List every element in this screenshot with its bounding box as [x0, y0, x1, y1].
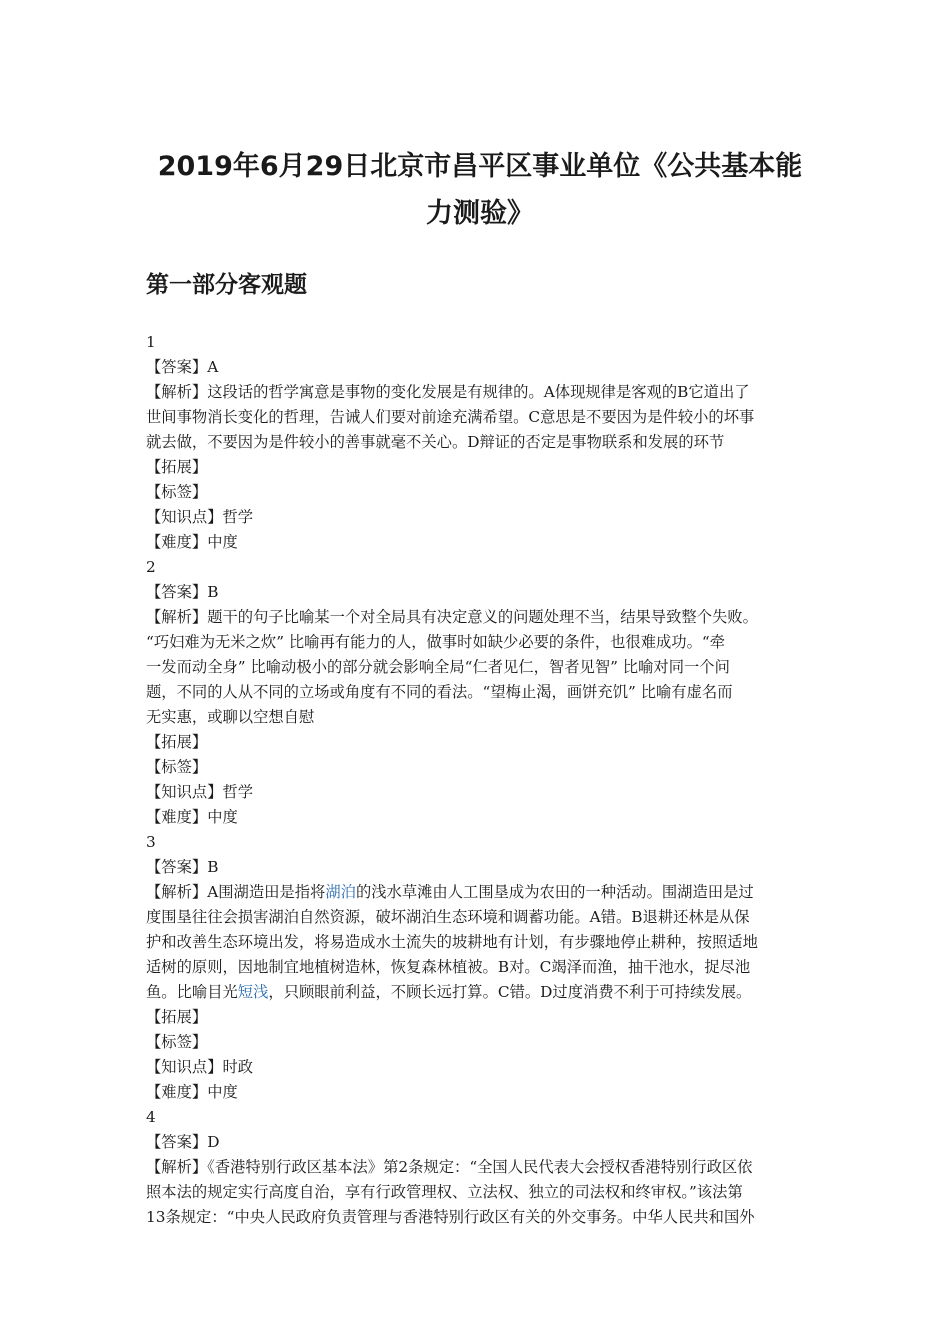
analysis-line: 题，不同的人从不同的立场或角度有不同的看法。“望梅止渴，画饼充饥” 比喻有虚名而	[146, 683, 733, 701]
analysis-text: ，只顾眼前利益，不顾长远打算。C错。D过度消费不利于可持续发展。	[268, 983, 752, 1001]
analysis-line: 适树的原则，因地制宜地植树造林，恢复森林植被。B对。C竭泽而渔，抽干池水，捉尽池	[146, 958, 751, 976]
analysis-line: “巧妇难为无米之炊” 比喻再有能力的人，做事时如缺少必要的条件，也很难成功。“牵	[146, 633, 726, 651]
analysis-line: 护和改善生态环境出发，将易造成水土流失的坡耕地有计划，有步骤地停止耕种，按照适地	[146, 933, 758, 951]
knowledge-line: 【知识点】哲学	[146, 508, 254, 526]
extension-line: 【拓展】	[146, 458, 208, 476]
knowledge-line: 【知识点】时政	[146, 1058, 254, 1076]
analysis-line: 13条规定：“中央人民政府负责管理与香港特别行政区有关的外交事务。中华人民共和国外	[146, 1208, 755, 1226]
answer-line: 【答案】A	[146, 358, 219, 376]
analysis-text: 鱼。比喻目光	[146, 983, 238, 1001]
difficulty-line: 【难度】中度	[146, 533, 238, 551]
analysis-line: 就去做，不要因为是件较小的善事就毫不关心。D辩证的否定是事物联系和发展的环节	[146, 433, 725, 451]
analysis-line: 一发而动全身” 比喻动极小的部分就会影响全局“仁者见仁，智者见智” 比喻对同一个问	[146, 658, 730, 676]
shortsighted-link[interactable]: 短浅	[237, 983, 269, 1001]
analysis-line: 世间事物消长变化的哲理，告诫人们要对前途充满希望。C意思是不要因为是件较小的坏事	[146, 408, 755, 426]
question-3	[146, 830, 810, 1105]
difficulty-line: 【难度】中度	[146, 1083, 238, 1101]
knowledge-line: 【知识点】哲学	[146, 783, 254, 801]
analysis-text: 【解析】A围湖造田是指将	[146, 883, 326, 901]
answer-line: 【答案】B	[146, 583, 219, 601]
lake-link[interactable]: 湖泊	[325, 883, 356, 901]
analysis-text: 的浅水草滩由人工围垦成为农田的一种活动。围湖造田是过	[355, 883, 754, 901]
analysis-line: 度围垦往往会损害湖泊自然资源，破坏湖泊生态环境和调蓄功能。A错。B退耕还林是从保	[146, 908, 750, 926]
question-4	[146, 1105, 810, 1230]
question-list	[146, 330, 810, 1230]
analysis-line: 【解析】题干的句子比喻某一个对全局具有决定意义的问题处理不当，结果导致整个失败。	[146, 608, 758, 626]
question-2	[146, 555, 810, 830]
analysis-line: 无实惠，或聊以空想自慰	[146, 708, 315, 726]
analysis-line	[146, 880, 810, 905]
question-number: 1	[146, 333, 156, 351]
title-line-2: 力测验》	[426, 198, 534, 229]
tags-line: 【标签】	[146, 1033, 208, 1051]
answer-line: 【答案】B	[146, 858, 219, 876]
analysis-line: 照本法的规定实行高度自治，享有行政管理权、立法权、独立的司法权和终审权。”该法第	[146, 1183, 743, 1201]
question-number: 4	[146, 1108, 156, 1126]
answer-line: 【答案】D	[146, 1133, 220, 1151]
analysis-line: 【解析】《香港特别行政区基本法》第2条规定：“全国人民代表大会授权香港特别行政区依	[146, 1158, 753, 1176]
document-title	[146, 143, 814, 237]
analysis-line: 【解析】这段话的哲学寓意是事物的变化发展是有规律的。A体现规律是客观的B它道出了	[146, 383, 750, 401]
analysis-line	[146, 980, 810, 1005]
title-line-1: 2019年6月29日北京市昌平区事业单位《公共基本能	[157, 151, 803, 182]
section-heading: 第一部分客观题	[146, 272, 307, 298]
question-number: 2	[146, 558, 156, 576]
extension-line: 【拓展】	[146, 1008, 208, 1026]
question-number: 3	[146, 833, 156, 851]
question-1	[146, 330, 810, 555]
tags-line: 【标签】	[146, 758, 208, 776]
tags-line: 【标签】	[146, 483, 208, 501]
difficulty-line: 【难度】中度	[146, 808, 238, 826]
extension-line: 【拓展】	[146, 733, 208, 751]
